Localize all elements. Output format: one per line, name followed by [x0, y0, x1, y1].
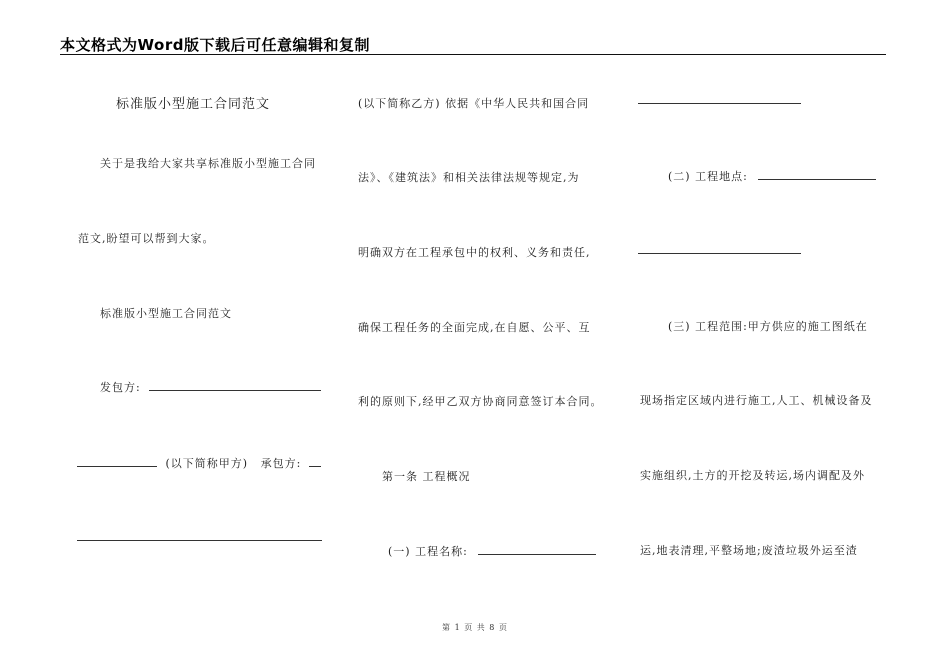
- intro-line-2: 范文,盼望可以帮到大家。: [78, 232, 215, 245]
- party-b-row: [77, 455, 321, 471]
- project-location-label: (二) 工程地点:: [668, 170, 748, 183]
- project-name-label: (一) 工程名称:: [388, 545, 468, 558]
- header-banner: 本文格式为Word版下载后可任意编辑和复制: [60, 36, 370, 54]
- scope-line-3: 实施组织,土方的开挖及转运,场内调配及外: [640, 469, 865, 482]
- scope-line-4: 运,地表清理,平整场地;废渣垃圾外运至渣: [640, 544, 858, 557]
- project-name-continuation-line: [638, 103, 801, 104]
- party-a-blank: [149, 381, 321, 391]
- page-number-footer: 第 1 页 共 8 页: [442, 623, 508, 632]
- preamble-line-3: 明确双方在工程承包中的权利、义务和责任,: [358, 246, 591, 259]
- preamble-line-1: (以下简称乙方) 依据《中华人民共和国合同: [358, 97, 590, 110]
- project-name-row: [388, 543, 596, 559]
- column-3: [630, 0, 890, 672]
- party-a-label: 发包方:: [100, 381, 141, 394]
- preamble-line-2: 法》、《建筑法》和相关法律法规等规定,为: [358, 171, 580, 184]
- party-a-row: [100, 379, 321, 395]
- party-a-continuation-blank: [77, 457, 157, 467]
- scope-line-1: (三) 工程范围:甲方供应的施工图纸在: [668, 320, 868, 333]
- party-b-blank-line: [77, 540, 322, 541]
- project-location-blank: [758, 170, 876, 180]
- section-subtitle: 标准版小型施工合同范文: [100, 307, 232, 320]
- party-a-note: (以下简称甲方): [165, 457, 249, 470]
- column-1: [0, 0, 330, 672]
- project-location-continuation-line: [638, 253, 801, 254]
- intro-line-1: 关于是我给大家共享标准版小型施工合同: [100, 157, 316, 170]
- project-location-row: [668, 168, 876, 184]
- preamble-line-5: 利的原则下,经甲乙双方协商同意签订本合同。: [358, 395, 603, 408]
- scope-line-2: 现场指定区域内进行施工,人工、机械设备及: [640, 394, 873, 407]
- project-name-blank: [478, 545, 596, 555]
- preamble-line-4: 确保工程任务的全面完成,在自愿、公平、互: [358, 321, 591, 334]
- party-b-label: 承包方:: [260, 457, 302, 470]
- article-1-heading: 第一条 工程概况: [382, 470, 471, 483]
- party-b-blank: [309, 457, 321, 467]
- document-title: 标准版小型施工合同范文: [116, 97, 271, 112]
- column-2: [340, 0, 620, 672]
